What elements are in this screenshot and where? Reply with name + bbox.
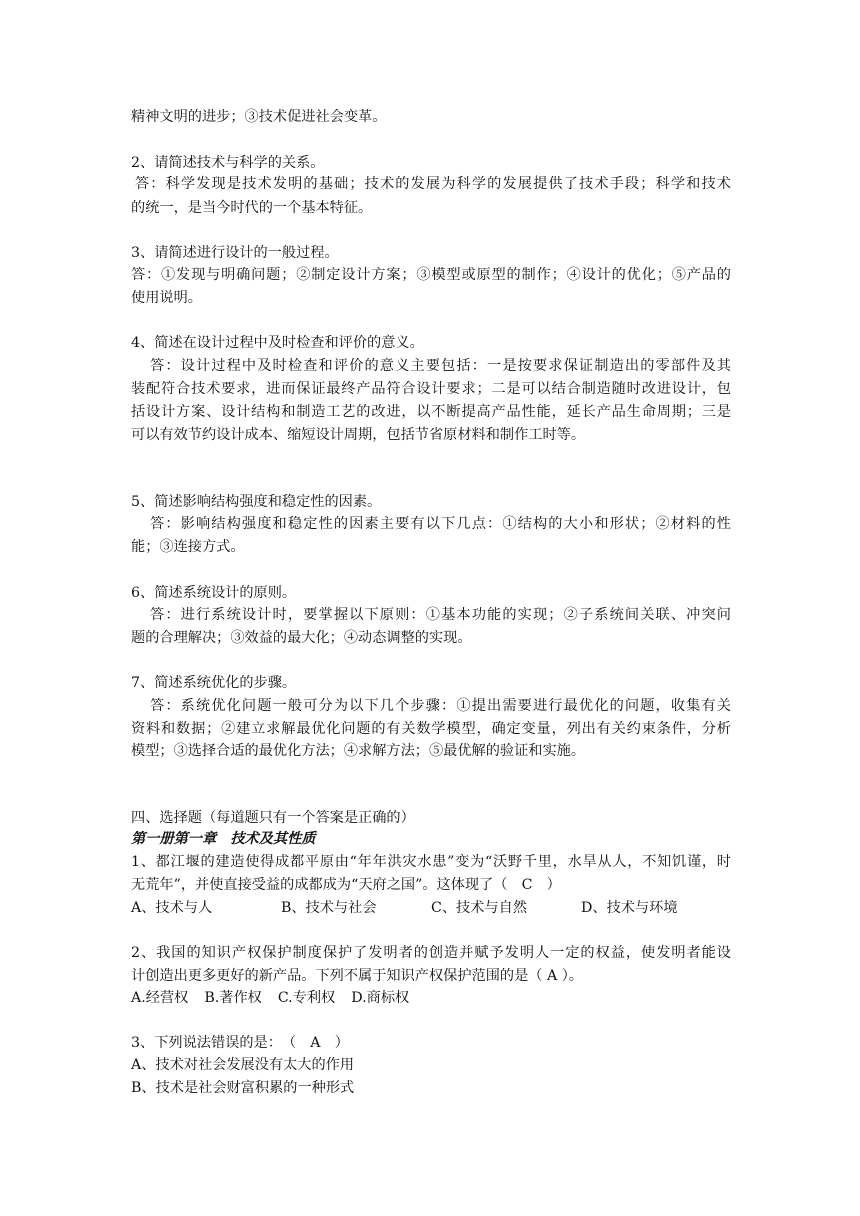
mc-question-2-line-2: 计创造出更多更好的新产品。下列不属于知识产权保护范围的是（ A ）。 xyxy=(131,968,583,984)
text-line: 精神文明的进步；③技术促进社会变革。 xyxy=(131,109,387,125)
mc1-option-a: A、技术与人 xyxy=(131,900,213,916)
answer-2-line-1: 答：科学发现是技术发明的基础；技术的发展为科学的发展提供了技术手段；科学和技术 xyxy=(135,176,731,192)
mc1-option-d: D、技术与环境 xyxy=(581,900,678,916)
question-5: 5、简述影响结构强度和稳定性的因素。 xyxy=(131,494,382,510)
answer-4-line-4: 可以有效节约设计成本、缩短设计周期，包括节省原材料和制作工时等。 xyxy=(131,427,586,443)
mc-question-3: 3、下列说法错误的是： （ A ） xyxy=(131,1035,349,1051)
answer-3-line-1: 答：①发现与明确问题；②制定设计方案；③模型或原型的制作；④设计的优化；⑤产品的 xyxy=(131,267,731,283)
answer-6-line-2: 题的合理解决；③效益的最大化；④动态调整的实现。 xyxy=(131,630,472,646)
answer-7-line-2: 资料和数据；②建立求解最优化问题的有关数学模型，确定变量，列出有关约束条件，分析 xyxy=(131,721,731,737)
answer-2-line-2: 的统一，是当今时代的一个基本特征。 xyxy=(131,200,373,216)
mc3-option-a: A、技术对社会发展没有太大的作用 xyxy=(131,1057,355,1073)
answer-4-line-3: 括设计方案、设计结构和制造工艺的改进，以不断提高产品性能，延长产品生命周期；三是 xyxy=(131,404,731,420)
question-4: 4、简述在设计过程中及时检查和评价的意义。 xyxy=(131,335,424,351)
mc2-option-a: A.经营权 xyxy=(131,990,189,1006)
chapter-heading: 第一册第一章 技术及其性质 xyxy=(131,831,316,847)
answer-4-line-2: 装配符合技术要求，进而保证最终产品符合设计要求；二是可以结合制造随时改进设计，包 xyxy=(131,381,731,397)
question-7: 7、简述系统优化的步骤。 xyxy=(131,675,297,691)
mc3-option-b: B、技术是社会财富积累的一种形式 xyxy=(131,1080,355,1096)
mc-question-2-options xyxy=(131,988,731,1008)
question-3: 3、请简述进行设计的一般过程。 xyxy=(131,245,339,261)
question-2: 2、请简述技术与科学的关系。 xyxy=(131,155,325,171)
mc-question-1-line-2: 无荒年”，并使直接受益的成都成为“天府之国”。这体现了（ C ） xyxy=(131,877,561,893)
mc1-option-b: B、技术与社会 xyxy=(281,900,377,916)
mc-question-1-line-1: 1、都江堰的建造使得成都平原由“年年洪灾水患”变为“沃野千里，水旱从人，不知饥谨，时 xyxy=(131,854,731,870)
answer-5-line-1: 答：影响结构强度和稳定性的因素主要有以下几点：①结构的大小和形状；②材料的性 xyxy=(150,516,731,532)
mc2-option-d: D.商标权 xyxy=(351,990,410,1006)
answer-3-line-2: 使用说明。 xyxy=(131,290,202,306)
answer-6-line-1: 答：进行系统设计时，要掌握以下原则：①基本功能的实现；②子系统间关联、冲突问 xyxy=(150,607,731,623)
answer-7-line-3: 模型；③选择合适的最优化方法；④求解方法；⑤最优解的验证和实施。 xyxy=(131,743,586,759)
answer-5-line-2: 能；③连接方式。 xyxy=(131,539,245,555)
mc-question-2-line-1: 2、我国的知识产权保护制度保护了发明者的创造并赋予发明人一定的权益，使发明者能设 xyxy=(131,945,731,961)
question-6: 6、简述系统设计的原则。 xyxy=(131,585,297,601)
mc2-option-b: B.著作权 xyxy=(204,990,262,1006)
answer-7-line-1: 答：系统优化问题一般可分为以下几个步骤：①提出需要进行最优化的问题，收集有关 xyxy=(150,698,731,714)
mc1-option-c: C、技术与自然 xyxy=(431,900,527,916)
section-heading: 四、选择题（每道题只有一个答案是正确的） xyxy=(131,810,415,826)
answer-4-line-1: 答：设计过程中及时检查和评价的意义主要包括：一是按要求保证制造出的零部件及其 xyxy=(150,358,731,374)
mc2-option-c: C.专利权 xyxy=(277,990,336,1006)
mc-question-1-options xyxy=(131,898,731,918)
